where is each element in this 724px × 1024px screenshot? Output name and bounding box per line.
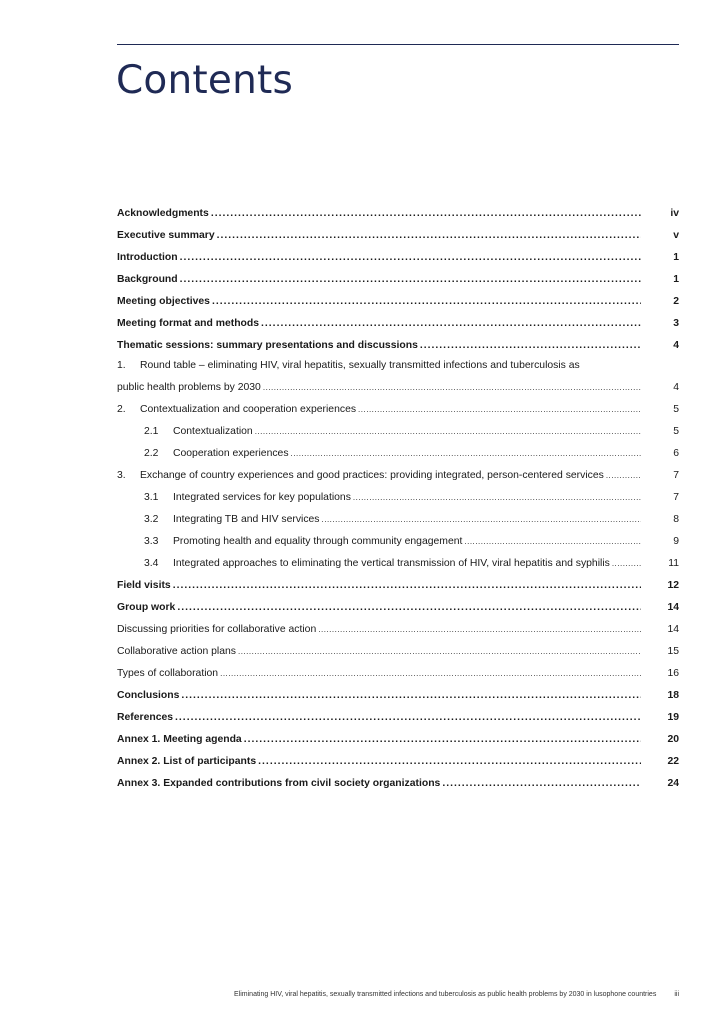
toc-page-number: 4 — [673, 340, 679, 351]
toc-page-number: 11 — [668, 558, 679, 569]
leader-dots — [606, 469, 641, 482]
toc-entry-label: Integrated approaches to eliminating the vertical transmission of HIV, viral hepatitis and syphilis — [173, 558, 610, 569]
toc-page-number: 18 — [667, 690, 679, 701]
leader-dots — [180, 251, 641, 264]
toc-section-number: 2. — [117, 404, 126, 415]
toc-entry-label: Cooperation experiences — [173, 448, 289, 459]
toc-page-number: 7 — [673, 470, 679, 481]
toc-section-number: 3.3 — [144, 536, 159, 547]
toc-entry-label: Introduction — [117, 252, 178, 263]
leader-dots — [318, 623, 641, 636]
toc-page-number: 5 — [673, 404, 679, 415]
toc-entry-annex-2[interactable] — [117, 746, 679, 768]
leader-dots — [217, 229, 641, 242]
toc-entry-contextualization-cooperation[interactable] — [117, 394, 679, 416]
toc-entry-label: Thematic sessions: summary presentations and discussions — [117, 340, 418, 351]
leader-dots — [177, 601, 641, 614]
leader-dots — [180, 273, 641, 286]
toc-entry-cooperation-experiences[interactable] — [117, 438, 679, 460]
toc-entry-annex-3[interactable] — [117, 768, 679, 790]
leader-dots — [358, 403, 641, 416]
toc-entry-annex-1[interactable] — [117, 724, 679, 746]
page-title: Contents — [116, 58, 294, 103]
leader-dots — [244, 733, 641, 746]
leader-dots — [464, 535, 641, 548]
toc-entry-label: Conclusions — [117, 690, 180, 701]
toc-entry-thematic-sessions[interactable] — [117, 330, 679, 352]
leader-dots — [255, 425, 641, 438]
toc-page-number: 1 — [673, 252, 679, 263]
leader-dots — [220, 667, 641, 680]
toc-entry-action-plans[interactable] — [117, 636, 679, 658]
toc-entry-vertical-transmission[interactable] — [117, 548, 679, 570]
table-of-contents — [117, 198, 679, 790]
footer-page-number: iii — [674, 991, 679, 998]
toc-page-number: iv — [670, 208, 679, 219]
toc-entry-exchange-experiences[interactable] — [117, 460, 679, 482]
toc-entry-field-visits[interactable] — [117, 570, 679, 592]
toc-page-number: 2 — [673, 296, 679, 307]
toc-page-number: 7 — [673, 492, 679, 503]
top-rule — [117, 44, 679, 45]
leader-dots — [353, 491, 641, 504]
toc-entry-label: Contextualization — [173, 426, 253, 437]
toc-entry-label: Round table – eliminating HIV, viral hepatitis, sexually transmitted infections and tuberculosis as — [140, 360, 580, 371]
toc-entry-community-engagement[interactable] — [117, 526, 679, 548]
toc-section-number: 3. — [117, 470, 126, 481]
leader-dots — [211, 207, 641, 220]
toc-section-number: 2.1 — [144, 426, 159, 437]
toc-entry-label: Annex 3. Expanded contributions from civil society organizations — [117, 778, 441, 789]
page-footer — [234, 991, 679, 998]
toc-entry-label: Collaborative action plans — [117, 646, 236, 657]
toc-entry-round-table[interactable] — [117, 352, 679, 394]
toc-entry-label: Types of collaboration — [117, 668, 219, 679]
toc-entry-meeting-objectives[interactable] — [117, 286, 679, 308]
leader-dots — [181, 689, 641, 702]
leader-dots — [258, 755, 641, 768]
toc-entry-tb-hiv[interactable] — [117, 504, 679, 526]
leader-dots — [322, 513, 641, 526]
toc-section-number: 1. — [117, 360, 126, 371]
toc-page-number: 8 — [673, 514, 679, 525]
toc-page-number: 12 — [667, 580, 679, 591]
leader-dots — [175, 711, 641, 724]
toc-entry-label-continued: public health problems by 2030 — [117, 382, 261, 393]
toc-entry-label: Integrated services for key populations — [173, 492, 351, 503]
toc-page-number: 24 — [667, 778, 679, 789]
toc-section-number: 3.4 — [144, 558, 159, 569]
toc-page-number: 6 — [673, 448, 679, 459]
leader-dots — [212, 295, 641, 308]
footer-text: Eliminating HIV, viral hepatitis, sexually transmitted infections and tuberculosis as public health problems by 2030 in lusophone countries — [234, 991, 657, 998]
toc-entry-background[interactable] — [117, 264, 679, 286]
toc-page-number: 22 — [667, 756, 679, 767]
toc-entry-label: Annex 1. Meeting agenda — [117, 734, 242, 745]
toc-entry-meeting-format[interactable] — [117, 308, 679, 330]
toc-entry-label: Group work — [117, 602, 176, 613]
toc-entry-label: Integrating TB and HIV services — [173, 514, 320, 525]
toc-section-number: 3.1 — [144, 492, 159, 503]
toc-entry-executive-summary[interactable] — [117, 220, 679, 242]
toc-entry-group-work[interactable] — [117, 592, 679, 614]
toc-entry-types-of-collaboration[interactable] — [117, 658, 679, 680]
toc-page-number: 14 — [667, 602, 679, 613]
toc-entry-label: Executive summary — [117, 230, 215, 241]
toc-entry-label: Promoting health and equality through community engagement — [173, 536, 463, 547]
toc-page-number: 1 — [673, 274, 679, 285]
toc-entry-label: Contextualization and cooperation experiences — [140, 404, 357, 415]
toc-entry-label: Meeting objectives — [117, 296, 210, 307]
toc-entry-discussing-priorities[interactable] — [117, 614, 679, 636]
leader-dots — [238, 645, 641, 658]
toc-page-number: 14 — [667, 624, 679, 635]
toc-entry-label: Exchange of country experiences and good practices: providing integrated, person-centered services — [140, 470, 604, 481]
toc-entry-label: Field visits — [117, 580, 171, 591]
toc-entry-key-populations[interactable] — [117, 482, 679, 504]
toc-entry-label: Annex 2. List of participants — [117, 756, 257, 767]
leader-dots — [420, 339, 641, 352]
toc-page-number: v — [673, 230, 679, 241]
toc-entry-introduction[interactable] — [117, 242, 679, 264]
toc-entry-contextualization[interactable] — [117, 416, 679, 438]
toc-entry-label: Discussing priorities for collaborative action — [117, 624, 317, 635]
toc-page-number: 9 — [673, 536, 679, 547]
toc-entry-label: Background — [117, 274, 178, 285]
toc-entry-conclusions[interactable] — [117, 680, 679, 702]
leader-dots — [173, 579, 641, 592]
toc-page-number: 15 — [667, 646, 679, 657]
toc-page-number: 19 — [667, 712, 679, 723]
toc-entry-label: Acknowledgments — [117, 208, 209, 219]
toc-page-number: 4 — [673, 382, 679, 393]
leader-dots — [612, 557, 641, 570]
toc-page-number: 3 — [673, 318, 679, 329]
toc-entry-acknowledgments[interactable] — [117, 198, 679, 220]
toc-entry-references[interactable] — [117, 702, 679, 724]
leader-dots — [263, 381, 641, 394]
toc-entry-label: References — [117, 712, 174, 723]
toc-page-number: 16 — [667, 668, 679, 679]
toc-page-number: 5 — [673, 426, 679, 437]
toc-page-number: 20 — [667, 734, 679, 745]
leader-dots — [442, 777, 641, 790]
leader-dots — [261, 317, 641, 330]
toc-section-number: 2.2 — [144, 448, 159, 459]
toc-section-number: 3.2 — [144, 514, 159, 525]
toc-entry-label: Meeting format and methods — [117, 318, 260, 329]
leader-dots — [291, 447, 641, 460]
